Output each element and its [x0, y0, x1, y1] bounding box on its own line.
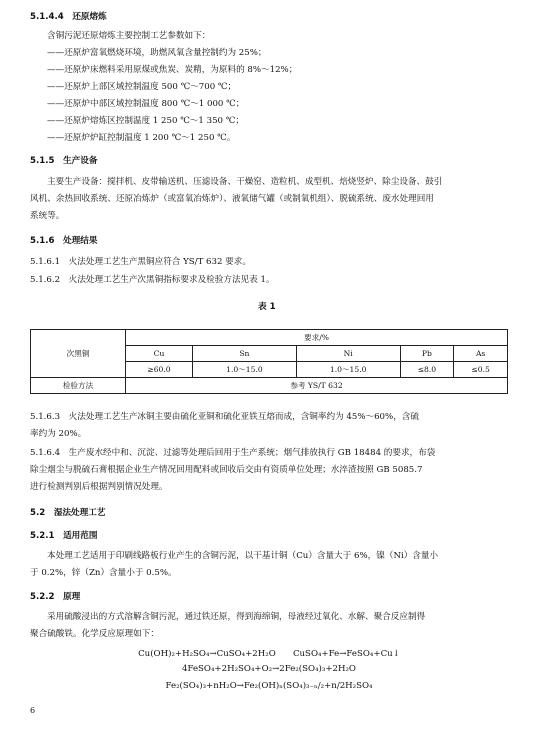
column-header-cell: As — [454, 346, 508, 362]
column-header-cell: Ni — [296, 346, 400, 362]
section-number: 5.1.4.4 — [30, 12, 64, 22]
paragraph-line: 于 0.2%，锌（Zn）含量小于 0.5%。 — [30, 568, 177, 578]
method-value-cell: 参考 YS/T 632 — [126, 378, 508, 394]
paragraph-5-1-6-1: 5.1.6.1 火法处理工艺生产黑铜应符合 YS/T 632 要求。 — [30, 257, 251, 267]
method-label-cell: 检验方法 — [31, 378, 126, 394]
table-caption: 表 1 — [258, 302, 276, 312]
equation: Cu(OH)₂+H₂SO₄→CuSO₄+2H₂O CuSO₄+Fe→FeSO₄+Cu↓ — [138, 649, 400, 659]
row-label-cell: 次黑铜 — [31, 330, 126, 378]
section-5-2-2-heading — [30, 592, 80, 603]
page-number: 6 — [30, 706, 36, 715]
paragraph-5-1-6-2: 5.1.6.2 火法处理工艺生产次黑铜指标要求及检验方法见表 1。 — [30, 275, 275, 285]
paragraph-line: 主要生产设备：搅拌机、皮带输送机、压滤设备、干燥窑、造粒机、成型机、焙烧竖炉、除尘设备、鼓引 — [47, 177, 443, 187]
equation: 4FeSO₄+2H₂SO₄+O₂→2Fe₂(SO₄)₃+2H₂O — [182, 664, 356, 674]
section-5-1-4-4-heading — [30, 12, 107, 23]
paragraph-line: 采用硫酸浸出的方式溶解含铜污泥，通过铁还原，得到海绵铜，母液经过氧化、水解、聚合反应制得 — [47, 612, 426, 622]
param-line: ——还原炉床燃料采用原煤或焦炭、炭精，为原料的 8%～12%； — [47, 65, 298, 75]
section-5-2-heading — [30, 508, 105, 519]
value-cell: ≤0.5 — [454, 362, 508, 378]
paragraph-line: 5.1.6.4 生产废水经中和、沉淀、过滤等处理后回用于生产系统；烟气排放执行 GB 18484 的要求，布袋 — [30, 448, 436, 458]
paragraph-line: 系统等。 — [30, 211, 65, 221]
paragraph-line: 聚合硫酸铁。化学反应原理如下： — [30, 629, 159, 639]
table-row — [31, 378, 508, 394]
param-line: ——还原炉富氧燃烧环境，助燃风氧含量控制约为 25%； — [47, 48, 267, 58]
column-header-cell: Cu — [126, 346, 193, 362]
spec-table — [30, 329, 508, 394]
section-number: 5.2.1 — [30, 531, 55, 541]
equation: Fe₂(SO₄)₃+nH₂O→Fe₂(OH)ₙ(SO₄)₃₋ₙ/₂+n/2H₂SO₄ — [165, 681, 373, 691]
section-title: 生产设备 — [63, 156, 98, 166]
paragraph-line: 率约为 20%。 — [30, 429, 87, 439]
column-header-cell: Sn — [193, 346, 297, 362]
param-line: ——还原炉中部区域控制温度 800 ℃～1 000 ℃； — [47, 99, 245, 109]
paragraph-line: 除尘烟尘与脱硫石膏根据企业生产情况回用配料或回收后交由有资质单位处理；水淬渣按照 GB 5085.7 — [30, 465, 423, 475]
paragraph-line: 5.1.6.3 火法处理工艺生产冰铜主要由硫化亚铜和硫化亚铁互熔而成，含铜率约为 45%～60%，含硫 — [30, 412, 419, 422]
table-row — [31, 330, 508, 346]
section-5-1-6-heading — [30, 236, 97, 247]
paragraph-line: 本处理工艺适用于印刷线路板行业产生的含铜污泥，以干基计铜（Cu）含量大于 6%，镍（Ni）含量小 — [47, 551, 439, 561]
section-number: 5.2.2 — [30, 592, 55, 602]
header-cell: 要求/% — [126, 330, 508, 346]
param-line: ——还原炉上部区域控制温度 500 ℃～700 ℃； — [47, 82, 237, 92]
paragraph-line: 风机、余热回收系统、还原冶炼炉（或富氧冶炼炉）、液氧储气罐（或制氧机组）、脱硫系统、废水处理回用 — [30, 194, 434, 204]
section-5-2-1-heading — [30, 531, 97, 542]
intro-paragraph: 含铜污泥还原熔炼主要控制工艺参数如下： — [47, 31, 211, 41]
param-line: ——还原炉炉缸控制温度 1 200 ℃～1 250 ℃。 — [47, 133, 236, 143]
section-number: 5.2 — [30, 508, 46, 518]
section-title: 处理结果 — [63, 236, 98, 246]
section-title: 还原熔炼 — [72, 12, 107, 22]
column-header-cell: Pb — [400, 346, 454, 362]
section-number: 5.1.5 — [30, 156, 55, 166]
section-title: 适用范围 — [63, 531, 98, 541]
value-cell: 1.0～15.0 — [296, 362, 400, 378]
param-line: ——还原炉熔炼区控制温度 1 250 ℃～1 350 ℃； — [47, 116, 244, 126]
value-cell: ≤8.0 — [400, 362, 454, 378]
paragraph-line: 进行检测判别后根据判别情况处理。 — [30, 482, 168, 492]
section-title: 原理 — [63, 592, 81, 602]
value-cell: ≥60.0 — [126, 362, 193, 378]
section-number: 5.1.6 — [30, 236, 55, 246]
value-cell: 1.0～15.0 — [193, 362, 297, 378]
section-5-1-5-heading — [30, 156, 97, 167]
section-title: 湿法处理工艺 — [53, 508, 106, 518]
